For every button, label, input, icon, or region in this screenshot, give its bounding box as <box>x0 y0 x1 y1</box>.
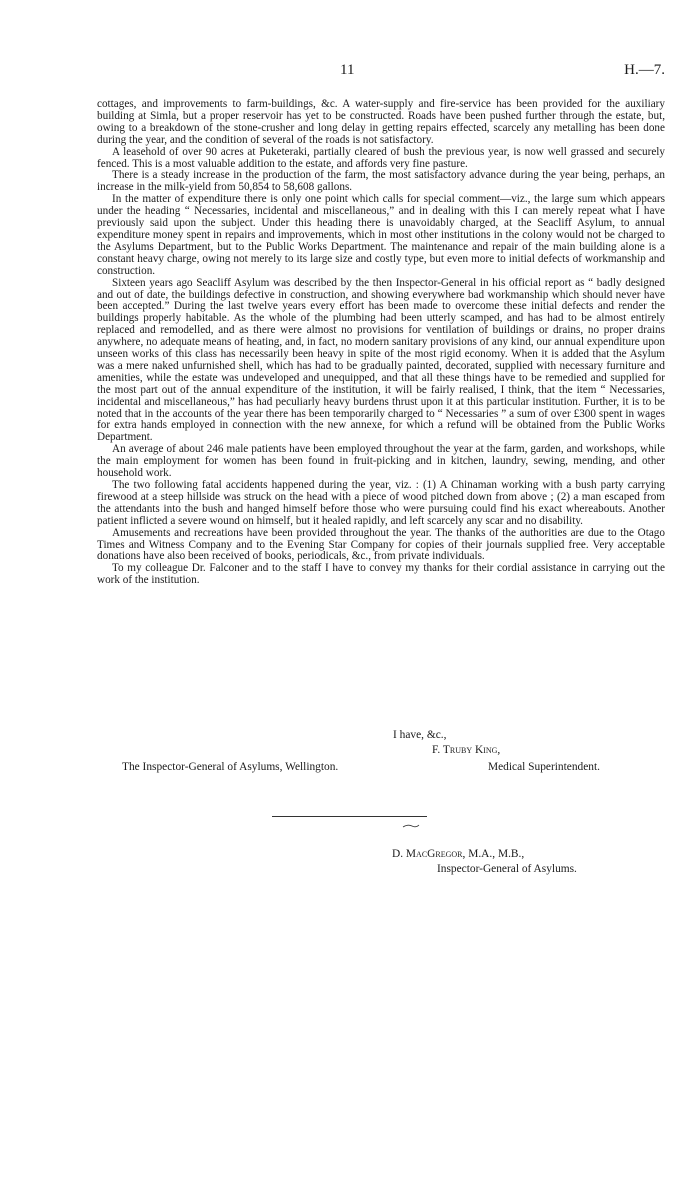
endorser-name: D. MacGregor, M.A., M.B., <box>392 848 525 860</box>
paragraph-amusements: Amusements and recreations have been provided throughout the year. The thanks of the authorities are due to the Otago Times and Witness Company and to the Evening Star Company for copies of their journals supplied free. Very acceptable donations have also been received of books, periodicals, &c., from private individuals. <box>97 526 665 563</box>
addressee: The Inspector-General of Asylums, Wellington. <box>122 761 339 773</box>
page-header <box>0 62 700 84</box>
paragraph-seacliff-history: Sixteen years ago Seacliff Asylum was described by the then Inspector-General in his official report as “ badly designed and out of date, the buildings defective in construction, and showing everywhere bad workmanship which should never have been accepted.” During the last twelve years every effort has been made to overcome these initial defects and render the buildings properly habitable. As the whole of the plumbing had been utterly scamped, and has had to be almost entirely replaced and remodelled, and as there were almost no provisions for ventilation of buildings or drains, no proper drains anywhere, no adequate means of heating, and, in fact, no modern sanitary provisions of any kind, our annual expenditure upon unseen works of this class has necessarily been heavy in spite of the most rigid economy. When it is added that the Asylum was a mere naked unfurnished shell, which has had to be gradually painted, decorated, supplied with necessary furniture and amenities, while the estate was undeveloped and unequipped, and that all these things have to be remedied and supplied for the most part out of the annual expenditure of the institution, it will be fairly realised, I think, that the item “ Necessaries, incidental and miscellaneous,” has had peculiarly heavy burdens thrust upon it at this particular institution. Further, it is to be noted that in the accounts of the year there has been temporarily charged to “ Necessaries ” a sum of over £300 spent in wages for extra hands employed in connection with the new annexe, for which a refund will be obtained from the Public Works Department. <box>97 276 665 444</box>
paragraph-works: cottages, and improvements to farm-buildings, &c. A water-supply and fire-service has been provided for the auxiliary building at Simla, but a proper reservoir has yet to be constructed. Roads have been pushed further through the estate, but, owing to a breakdown of the stone-crusher and long delay in getting repairs effected, scarcely any metalling has been done during the year, and the condition of several of the roads is not satisfactory. <box>97 98 665 146</box>
report-body <box>97 99 665 587</box>
section-divider <box>272 816 427 817</box>
paragraph-leasehold: A leasehold of over 90 acres at Puketeraki, partially cleared of bush the previous year, is now well grassed and securely fenced. This is a most valuable addition to the estate, and affords very fine pasture. <box>97 145 665 170</box>
page-number: 11 <box>340 62 355 78</box>
flourish-mark <box>402 823 420 829</box>
endorser-title: Inspector-General of Asylums. <box>437 863 577 875</box>
paragraph-farm-production: There is a steady increase in the production of the farm, the most satisfactory advance during the year being, perhaps, an increase in the milk-yield from 50,854 to 58,608 gallons. <box>97 169 665 194</box>
paragraph-thanks: To my colleague Dr. Falconer and to the staff I have to convey my thanks for their cordial assistance in carrying out the work of the institution. <box>97 562 665 587</box>
paragraph-expenditure: In the matter of expenditure there is only one point which calls for special comment—viz., the large sum which appears under the heading “ Necessaries, incidental and miscellaneous,” and in dealing with this I can merely repeat what I have previously said upon the subject. Under this heading there is unavoidably charged, at the Seacliff Asylum, to annual expenditure money spent in repairs and improvements, which in most other institutions in the colony would not be charged to the Asylums Department, but to the Public Works Department. The maintenance and repair of the main building alone is a constant heavy charge, owing not merely to its large size and costly type, but even more to initial defects of workmanship and construction. <box>97 193 665 277</box>
paragraph-accidents: The two following fatal accidents happened during the year, viz. : (1) A Chinaman working with a bush party carrying firewood at a steep hillside was struck on the head with a piece of wood pitched down from above ; (2) a man escaped from the attendants into the bush and hanged himself before those who were pursuing could find his exact whereabouts. Another patient inflicted a severe wound on himself, but it healed rapidly, and left scarcely any scar and no disability. <box>97 479 665 527</box>
salutation: I have, &c., <box>393 729 447 741</box>
signer-title: Medical Superintendent. <box>488 761 600 773</box>
signer-name: F. Truby King, <box>432 744 501 756</box>
paragraph-employment: An average of about 246 male patients have been employed throughout the year at the farm, garden, and workshops, while the main employment for women has been found in fruit-picking and in kitchen, laundry, sewing, mending, and other household work. <box>97 443 665 480</box>
series-code: H.—7. <box>624 62 665 78</box>
